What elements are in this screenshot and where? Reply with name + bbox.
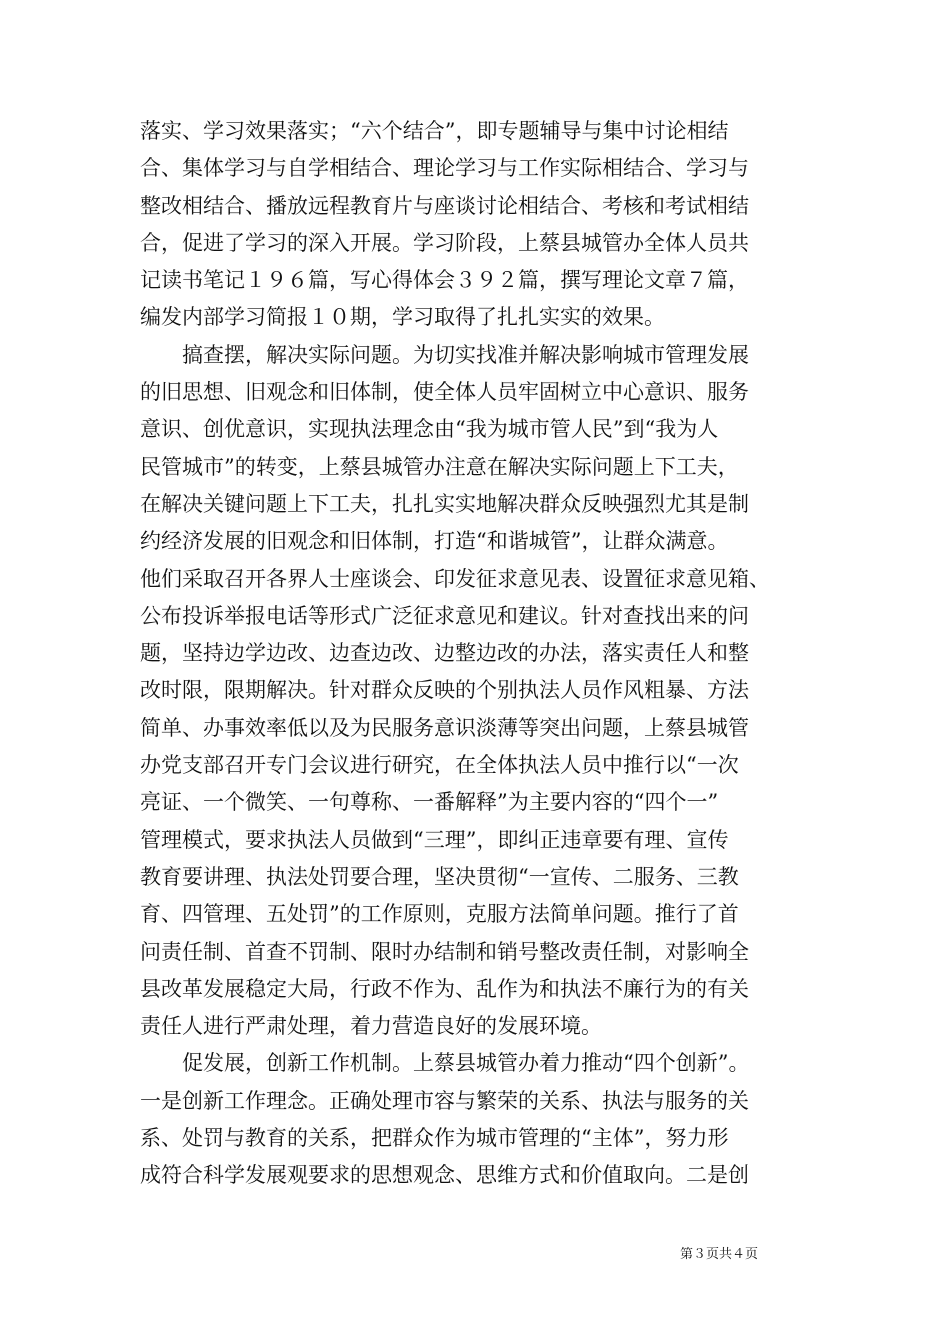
text-line: 管理模式，要求执法人员做到“三理”，即纠正违章要有理、宣传 [140, 827, 729, 852]
text-line: 改时限，限期解决。针对群众反映的个别执法人员作风粗暴、方法 [140, 678, 749, 703]
text-line: 题，坚持边学边改、边查边改、边整边改的办法，落实责任人和整 [140, 641, 749, 666]
text-line: 育、四管理、五处罚”的工作原则，克服方法简单问题。推行了首 [140, 902, 739, 927]
page-number-footer: 第３页共４页 [680, 1247, 759, 1262]
text-line: 系、处罚与教育的关系，把群众作为城市管理的“主体”，努力形 [140, 1126, 729, 1151]
document-body [140, 113, 826, 1195]
text-line: 促发展，创新工作机制。上蔡县城管办着力推动“四个创新”。 [140, 1051, 750, 1076]
text-line: 记读书笔记１９６篇，写心得体会３９２篇，撰写理论文章７篇， [140, 268, 749, 293]
text-line: 成符合科学发展观要求的思想观念、思维方式和价值取向。二是创 [140, 1163, 749, 1188]
text-line: 简单、办事效率低以及为民服务意识淡薄等突出问题，上蔡县城管 [140, 715, 749, 740]
text-line: 合，促进了学习的深入开展。学习阶段，上蔡县城管办全体人员共 [140, 230, 749, 255]
text-line: 一是创新工作理念。正确处理市容与繁荣的关系、执法与服务的关 [140, 1088, 749, 1113]
text-line: 教育要讲理、执法处罚要合理，坚决贯彻“一宣传、二服务、三教 [140, 864, 739, 889]
text-line: 亮证、一个微笑、一句尊称、一番解释”为主要内容的“四个一” [140, 790, 719, 815]
text-line: 公布投诉举报电话等形式广泛征求意见和建议。针对查找出来的问 [140, 603, 749, 628]
text-line: 办党支部召开专门会议进行研究，在全体执法人员中推行以“一次 [140, 753, 739, 778]
text-line: 整改相结合、播放远程教育片与座谈讨论相结合、考核和考试相结 [140, 193, 749, 218]
text-line: 合、集体学习与自学相结合、理论学习与工作实际相结合、学习与 [140, 156, 749, 181]
text-line: 落实、学习效果落实；“六个结合”，即专题辅导与集中讨论相结 [140, 119, 729, 143]
text-line: 县改革发展稳定大局，行政不作为、乱作为和执法不廉行为的有关 [140, 976, 749, 1001]
text-line: 搞查摆，解决实际问题。为切实找准并解决影响城市管理发展 [140, 342, 749, 367]
text-line: 的旧思想、旧观念和旧体制，使全体人员牢固树立中心意识、服务 [140, 380, 749, 405]
text-line: 约经济发展的旧观念和旧体制，打造“和谐城管”，让群众满意。 [140, 529, 729, 554]
text-line: 问责任制、首查不罚制、限时办结制和销号整改责任制，对影响全 [140, 939, 749, 964]
text-line: 民管城市”的转变，上蔡县城管办注意在解决实际问题上下工夫， [140, 454, 739, 479]
text-line: 他们采取召开各界人士座谈会、印发征求意见表、设置征求意见箱、 [140, 566, 770, 591]
text-line: 编发内部学习简报１０期，学习取得了扎扎实实的效果。 [140, 305, 665, 330]
text-line: 责任人进行严肃处理，着力营造良好的发展环境。 [140, 1014, 602, 1039]
text-line: 在解决关键问题上下工夫，扎扎实实地解决群众反映强烈尤其是制 [140, 491, 749, 516]
text-line: 意识、创优意识，实现执法理念由“我为城市管人民”到“我为人 [140, 417, 719, 442]
